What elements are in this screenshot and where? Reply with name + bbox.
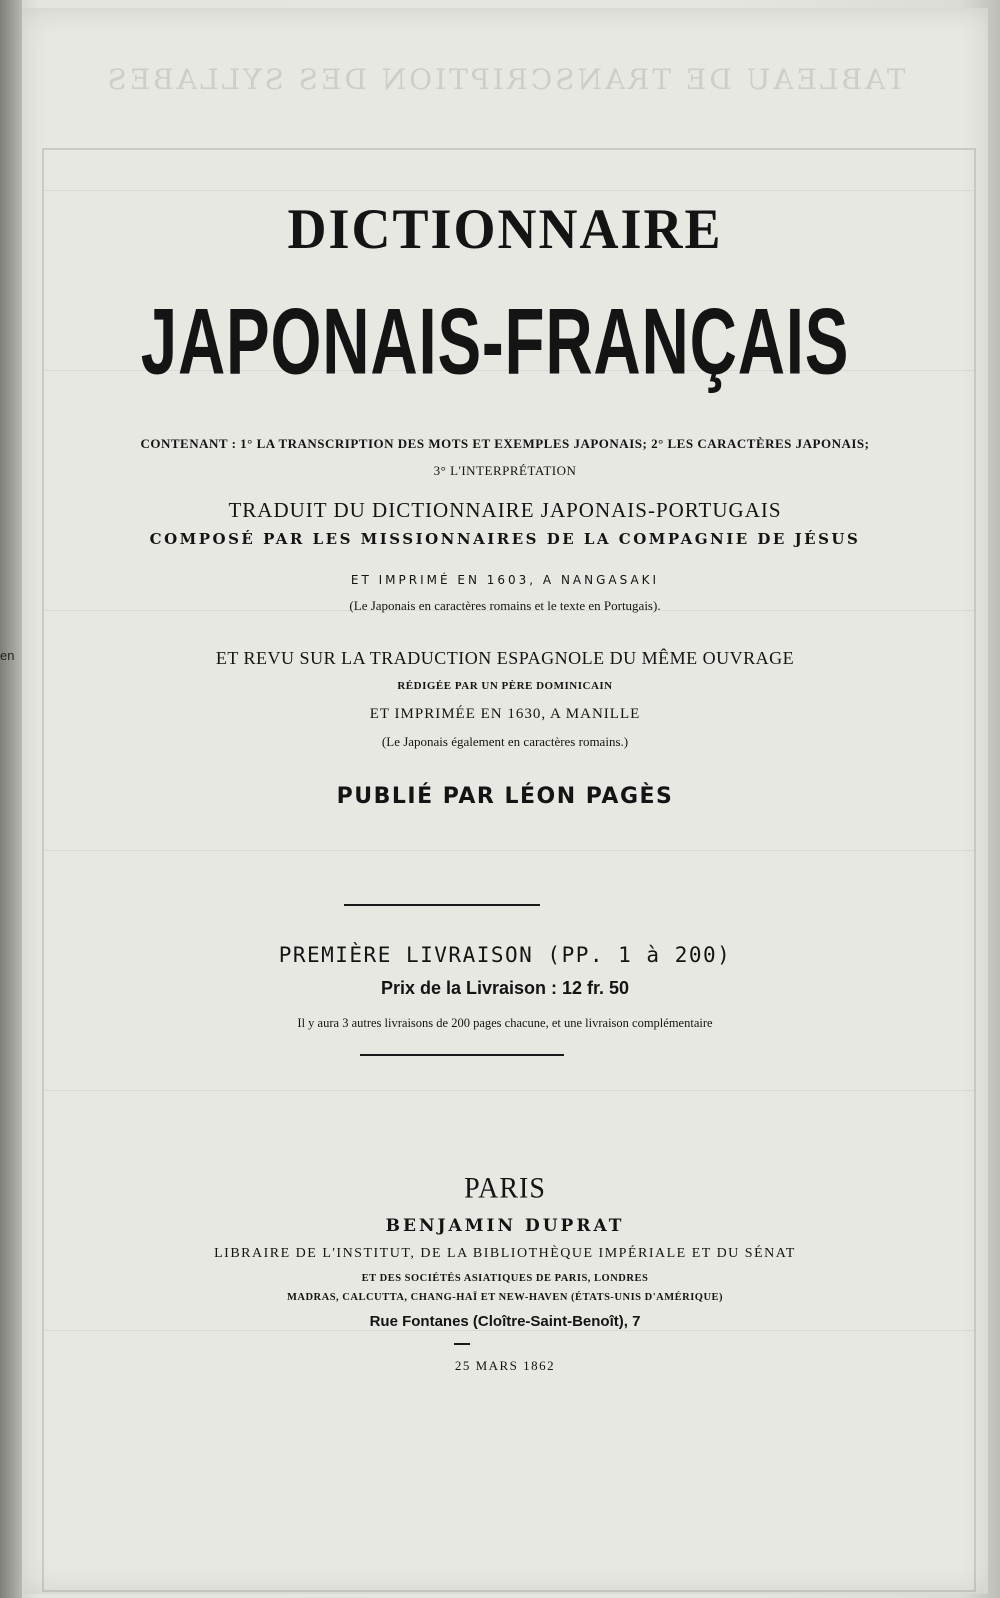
livraison-price: Prix de la Livraison : 12 fr. 50 <box>380 978 630 998</box>
ghost-line <box>44 1090 974 1091</box>
published-by: PUBLIÉ PAR LÉON PAGÈS <box>336 784 674 809</box>
contents-line-1: CONTENANT : 1° LA TRANSCRIPTION DES MOTS ET EXEMPLES JAPONAIS; 2° LES CARACTÈRES JAPONAIS; <box>140 436 870 451</box>
facing-page-fragment: en <box>0 648 15 663</box>
origin-note: (Le Japonais en caractères romains et le texte en Portugais). <box>349 598 661 613</box>
imprint-city: PARIS <box>464 1172 546 1205</box>
contents-line-2: 3° L'INTERPRÉTATION <box>433 463 577 478</box>
ghost-line <box>44 190 974 191</box>
title-page <box>22 8 988 1594</box>
show-through-title: TABLEAU DE TRANSCRIPTION DES SYLLABES <box>104 63 906 96</box>
revised-on: ET REVU SUR LA TRADUCTION ESPAGNOLE DU MÊME OUVRAGE <box>215 648 795 668</box>
translated-from: TRADUIT DU DICTIONNAIRE JAPONAIS-PORTUGAIS <box>228 498 782 522</box>
imprint-publisher: BENJAMIN DUPRAT <box>385 1216 625 1236</box>
imprint-cities: MADRAS, CALCUTTA, CHANG-HAÏ ET NEW-HAVEN (ÉTATS-UNIS D'AMÉRIQUE) <box>286 1292 724 1303</box>
printed-nangasaki: ET IMPRIMÉ EN 1603, A NANGASAKI <box>350 573 660 587</box>
small-divider <box>454 1343 470 1345</box>
imprint-date: 25 MARS 1862 <box>454 1358 556 1373</box>
binding-edge <box>0 0 22 1598</box>
composed-by: COMPOSÉ PAR LES MISSIONNAIRES DE LA COMPAGNIE DE JÉSUS <box>149 530 861 548</box>
ghost-line <box>44 850 974 851</box>
written-by: RÉDIGÉE PAR UN PÈRE DOMINICAIN <box>397 680 613 692</box>
divider <box>360 1054 564 1056</box>
divider <box>344 904 540 906</box>
printed-manille: ET IMPRIMÉE EN 1630, A MANILLE <box>369 706 641 722</box>
imprint-societies: ET DES SOCIÉTÉS ASIATIQUES DE PARIS, LONDRES <box>361 1273 649 1284</box>
title-line-1: DICTIONNAIRE <box>287 197 723 261</box>
imprint-address: Rue Fontanes (Cloître-Saint-Benoît), 7 <box>369 1313 641 1330</box>
revision-note: (Le Japonais également en caractères romains.) <box>381 734 629 749</box>
imprint-libraire: LIBRAIRE DE L'INSTITUT, DE LA BIBLIOTHÈQUE IMPÉRIALE ET DU SÉNAT <box>214 1246 796 1261</box>
ghost-line <box>44 1330 974 1331</box>
title-line-2: JAPONAIS-FRANÇAIS <box>140 288 850 394</box>
livraison-note: Il y aura 3 autres livraisons de 200 pages chacune, et une livraison complémentaire <box>297 1016 713 1030</box>
livraison-title: PREMIÈRE LIVRAISON (PP. 1 à 200) <box>278 943 732 967</box>
